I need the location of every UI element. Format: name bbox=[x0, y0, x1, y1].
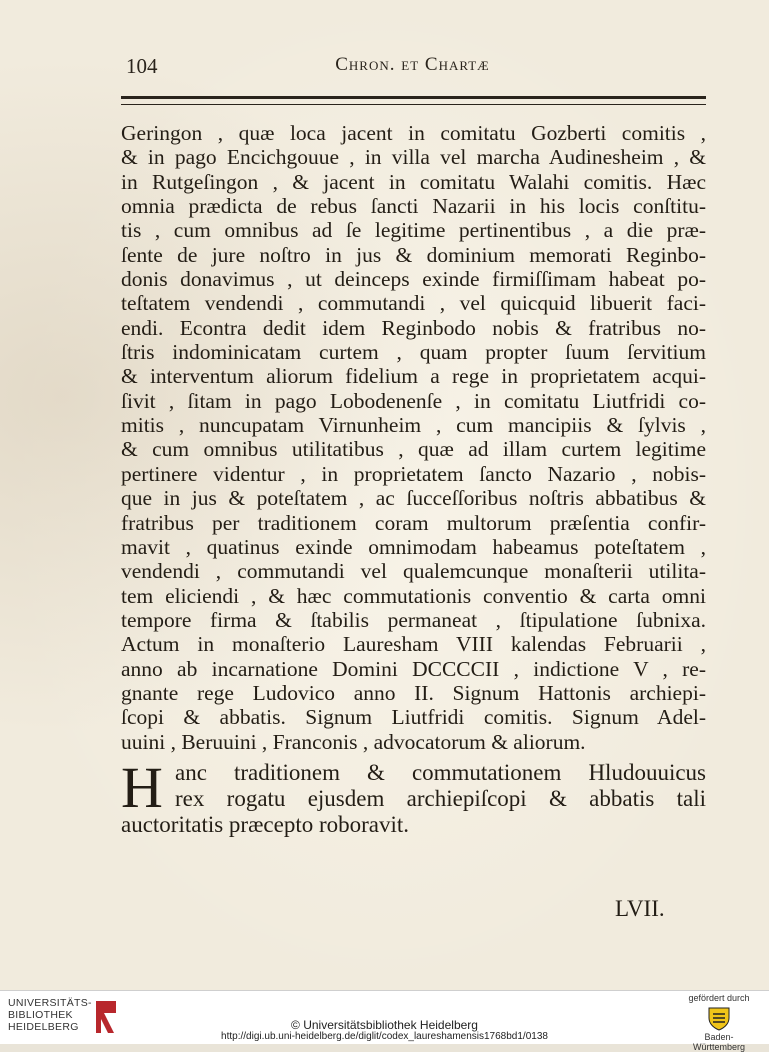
text-line: gnante rege Ludovico anno II. Signum Hattonis archiepi- bbox=[121, 680, 706, 705]
catchword: LVII. bbox=[615, 896, 665, 921]
text-line: endi. Econtra dedit idem Reginbodo nobis & fratribus no- bbox=[121, 315, 706, 340]
charter-text bbox=[121, 121, 706, 754]
text-line: & interventum aliorum fidelium a rege in proprietatem acqui- bbox=[121, 364, 706, 389]
text-line: & in pago Encichgouue , in villa vel marcha Audinesheim , & bbox=[121, 145, 706, 170]
text-line: & cum omnibus utilitatibus , quæ ad illam curtem legitime bbox=[121, 437, 706, 462]
text-line: ſtris indominicatam curtem , quam propter ſuum ſervitium bbox=[121, 340, 706, 365]
text-line: mavit , quatinus exinde omnimodam habeamus poteſtatem , bbox=[121, 534, 706, 559]
text-line: Actum in monaſterio Lauresham VIII kalendas Februarii , bbox=[121, 632, 706, 657]
institution-name: UNIVERSITÄTS- BIBLIOTHEK HEIDELBERG bbox=[8, 997, 92, 1033]
text-line: mitis , nuncupatam Virnunheim , cum mancipiis & ſylvis , bbox=[121, 413, 706, 438]
header-rule-thick bbox=[121, 96, 706, 99]
text-line: ſcopi & abbatis. Signum Liutfridi comitis. Signum Adel- bbox=[121, 705, 706, 730]
text-line: uuini , Beruuini , Franconis , advocatorum & aliorum. bbox=[121, 729, 586, 754]
text-line: anno ab incarnatione Domini DCCCCII , indictione V , re- bbox=[121, 656, 706, 681]
text-line: tempore firma & ſtabilis permaneat , ſtipulatione ſubnixa. bbox=[121, 607, 706, 632]
header-rule-thin bbox=[121, 104, 706, 105]
funder-name: Baden-Württemberg bbox=[692, 1032, 745, 1052]
text-line: fratribus per traditionem coram multorum præſentia confir- bbox=[121, 510, 706, 535]
text-line: Geringon , quæ loca jacent in comitatu Gozberti comitis , bbox=[121, 121, 706, 145]
funding-notice bbox=[679, 993, 759, 1052]
text-line: pertinere videntur , in proprietatem ſancto Nazario , nobis- bbox=[121, 461, 706, 486]
text-line: in Rutgeſingon , & jacent in comitatu Walahi comitis. Hæc bbox=[121, 169, 706, 194]
viewer-footer bbox=[0, 990, 769, 1052]
text-line: tis , cum omnibus ad ſe legitime pertinentibus , a die præ- bbox=[121, 218, 706, 243]
text-line: omnia prædicta de rebus ſancti Nazarii in his locis conſtitu- bbox=[121, 194, 706, 219]
page-number: 104 bbox=[126, 54, 158, 78]
closing-line: auctoritatis præcepto roboravit. bbox=[121, 812, 410, 837]
closing-paragraph bbox=[121, 755, 706, 838]
closing-line: rex rogatu ejusdem archiepiſcopi & abbatis tali bbox=[175, 786, 706, 811]
permalink-url[interactable]: http://digi.ub.uni-heidelberg.de/diglit/codex_laureshamensis1768bd1/0138 bbox=[221, 1031, 548, 1042]
copyright-notice: © Universitätsbibliothek Heidelberg bbox=[291, 1018, 478, 1032]
funded-by-label: gefördert durch bbox=[688, 993, 750, 1003]
text-line: que in jus & poteſtatem , ac ſucceſſoribus noſtris abbatibus & bbox=[121, 486, 706, 511]
coat-of-arms-icon bbox=[706, 1005, 732, 1031]
text-line: tem eliciendi , & hæc commutationis conventio & carta omni bbox=[121, 583, 706, 608]
text-line: teſtatem vendendi , commutandi , vel quicquid libuerit faci- bbox=[121, 291, 706, 316]
drop-cap: H bbox=[121, 755, 163, 820]
text-line: ſivit , ſitam in pago Lobodenenſe , in comitatu Liutfridi co- bbox=[121, 388, 706, 413]
text-line: vendendi , commutandi vel qualemcunque monaſterii utilita- bbox=[121, 559, 706, 584]
running-title: Chron. et Chartæ bbox=[335, 54, 490, 75]
closing-line: anc traditionem & commutationem Hludouuicus bbox=[175, 760, 706, 785]
text-line: donis donavimus , ut deinceps exinde firmiſſimam habeat po- bbox=[121, 267, 706, 292]
text-line: ſente de jure noſtro in jus & dominium memorati Reginbo- bbox=[121, 242, 706, 267]
page-header bbox=[120, 54, 705, 78]
